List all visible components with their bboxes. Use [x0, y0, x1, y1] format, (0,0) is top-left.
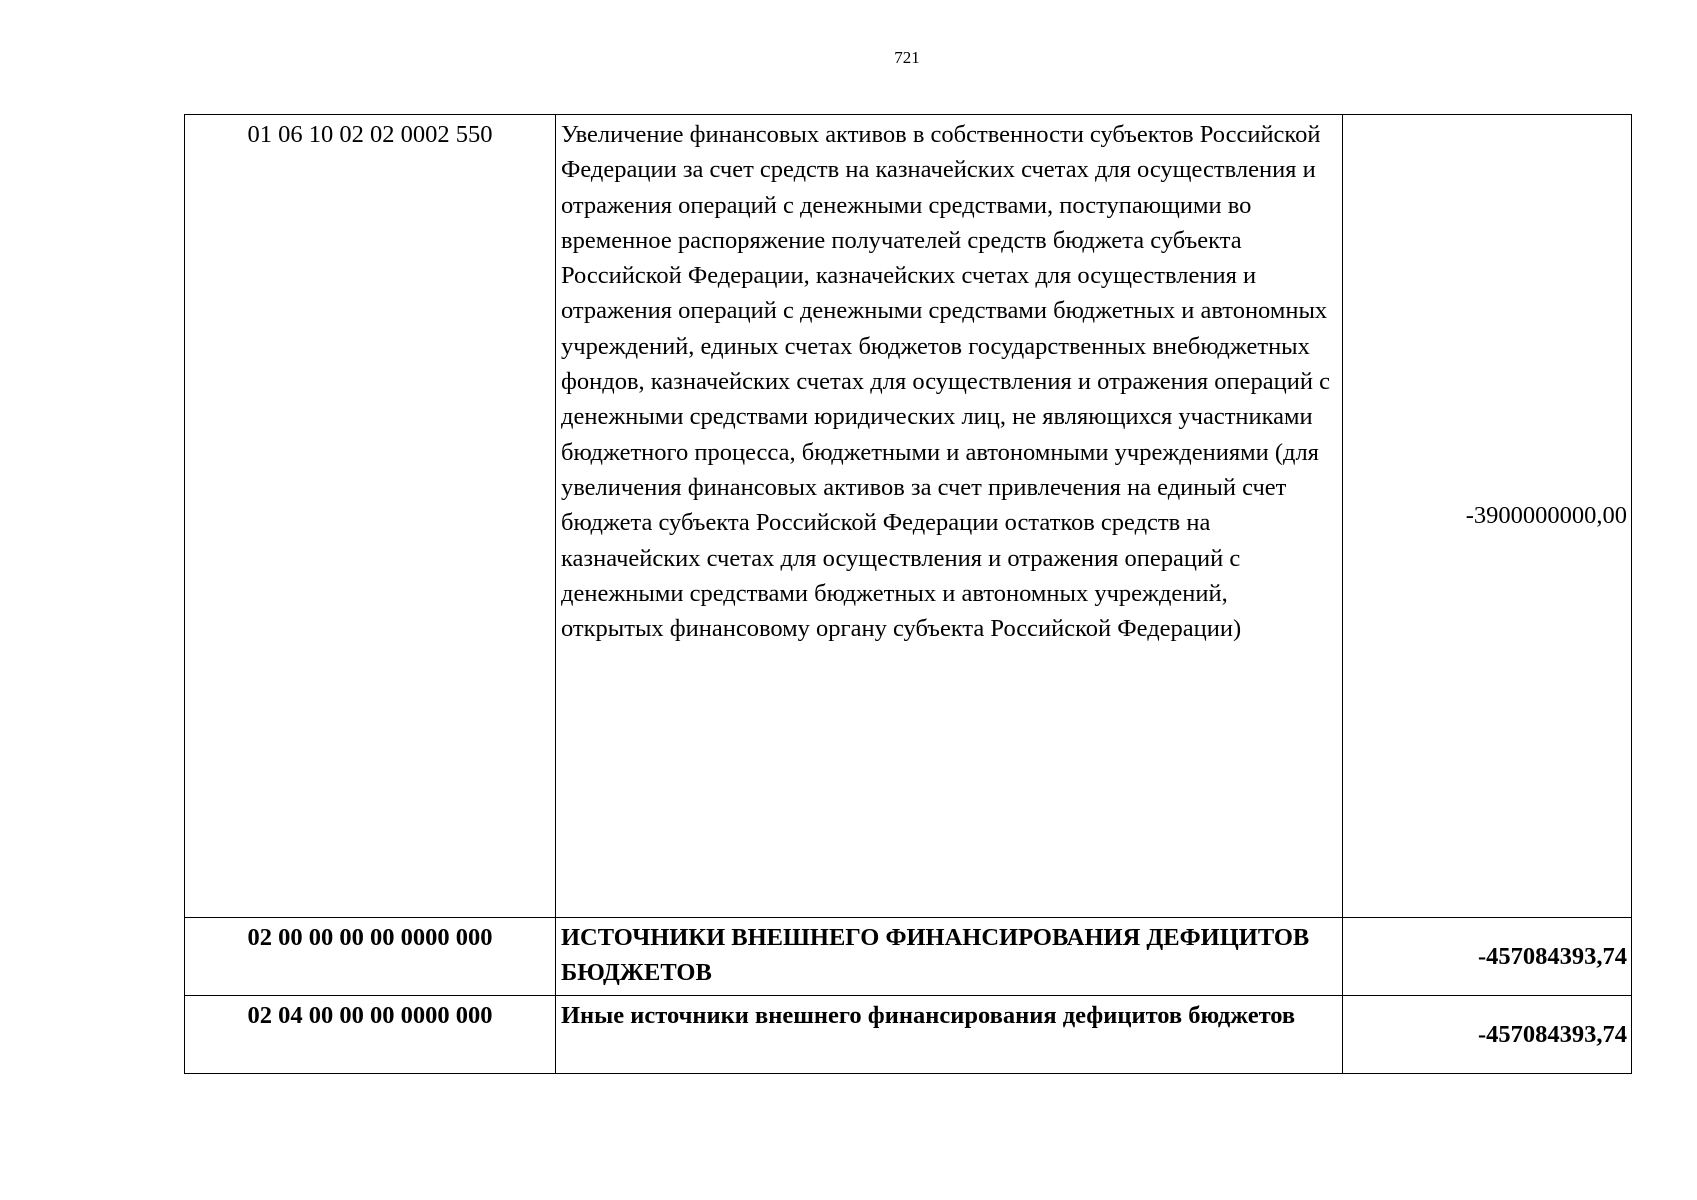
description-cell: Увеличение финансовых активов в собственности субъектов Российской Федерации за счет средств на казначейских счетах для осуществления и отражения операций с денежными средствами, поступающими во временное распоряжение получателей средств бюджета субъекта Российской Федерации, казначейских счетах для осуществления и отражения операций с денежными средствами бюджетных и автономных учреждений, единых счетах бюджетов государственных внебюджетных фондов, казначейских счетах для осуществления и отражения операций с денежными средствами юридических лиц, не являющихся участниками бюджетного процесса, бюджетными и автономными учреждениями (для увеличения финансовых активов за счет привлечения на единый счет бюджета субъекта Российской Федерации остатков средств на казначейских счетах для осуществления и отражения операций с денежными средствами бюджетных и автономных учреждений, открытых финансовому органу субъекта Российской Федерации) — [556, 115, 1343, 918]
amount-cell: -457084393,74 — [1343, 918, 1632, 996]
description-cell: Иные источники внешнего финансирования дефицитов бюджетов — [556, 996, 1343, 1074]
amount-cell: -457084393,74 — [1343, 996, 1632, 1074]
budget-sources-table — [184, 114, 1632, 1074]
budget-code-cell: 02 00 00 00 00 0000 000 — [185, 918, 556, 996]
description-cell: ИСТОЧНИКИ ВНЕШНЕГО ФИНАНСИРОВАНИЯ ДЕФИЦИТОВ БЮДЖЕТОВ — [556, 918, 1343, 996]
budget-code-cell: 01 06 10 02 02 0002 550 — [185, 115, 556, 918]
page-number: 721 — [894, 48, 920, 67]
amount-cell: -3900000000,00 — [1343, 115, 1632, 918]
budget-code-cell: 02 04 00 00 00 0000 000 — [185, 996, 556, 1074]
table-row — [185, 115, 1632, 918]
table-row — [185, 996, 1632, 1074]
table-row — [185, 918, 1632, 996]
